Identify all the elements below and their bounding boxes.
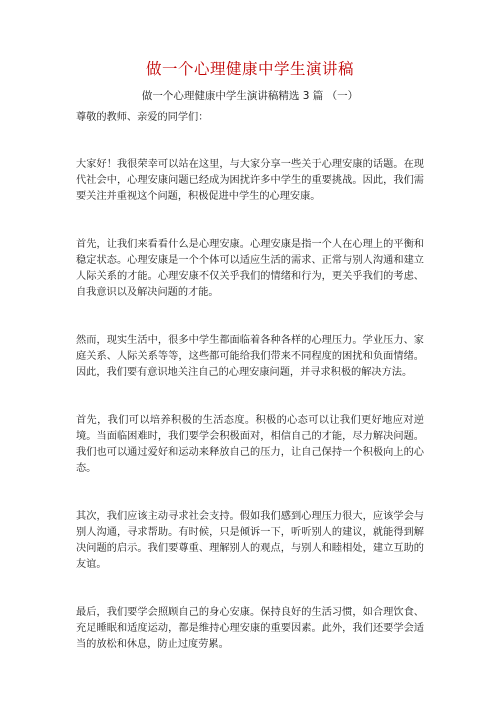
- document-title: 做一个心理健康中学生演讲稿: [145, 60, 354, 78]
- document-subtitle: 做一个心理健康中学生演讲稿精选 3 篇 （一）: [141, 90, 359, 102]
- paragraph-6: 最后，我们要学会照顾自己的身心安康。保持良好的生活习惯，如合理饮食、充足睡眠和适度运动，都是维持心理安康的重要因素。此外，我们还要学会适当的放松和休息，防止过度劳累。: [76, 607, 424, 650]
- paragraph-5: 其次，我们应该主动寻求社会支持。假如我们感到心理压力很大，应该学会与别人沟通，寻求帮助。有时候，只是倾诉一下，听听别人的建议，就能得到解决问题的启示。我们要尊重、理解别人的观点，与别人和睦相处，建立互助的友谊。: [76, 511, 424, 570]
- paragraph-3: 然而，现实生活中，很多中学生都面临着各种各样的心理压力。学业压力、家庭关系、人际关系等等，这些都可能给我们带来不同程度的困扰和负面情绪。因此，我们要有意识地关注自己的心理安康问题，并寻求积极的解决方法。: [76, 335, 424, 378]
- paragraph-1: 大家好！我很荣幸可以站在这里，与大家分享一些关于心理安康的话题。在现代社会中，心理安康问题已经成为困扰许多中学生的重要挑战。因此，我们需要关注并重视这个问题，积极促进中学生的心理安康。: [76, 159, 424, 202]
- document-body: [76, 110, 424, 653]
- salutation: 尊敬的教师、亲爱的同学们：: [76, 112, 209, 123]
- paragraph-2: 首先，让我们来看看什么是心理安康。心理安康是指一个人在心理上的平衡和稳定状态。心理安康是一个个体可以适应生活的需求、正常与别人沟通和建立人际关系的才能。心理安康不仅关乎我们的情绪和行为，更关乎我们的考虑、自我意识以及解决问题的才能。: [76, 239, 424, 298]
- paragraph-4: 首先，我们可以培养积极的生活态度。积极的心态可以让我们更好地应对逆境。当面临困难时，我们要学会积极面对，相信自己的才能，尽力解决问题。我们也可以通过爱好和运动来释放自己的压力，让自己保持一个积极向上的心态。: [76, 415, 424, 474]
